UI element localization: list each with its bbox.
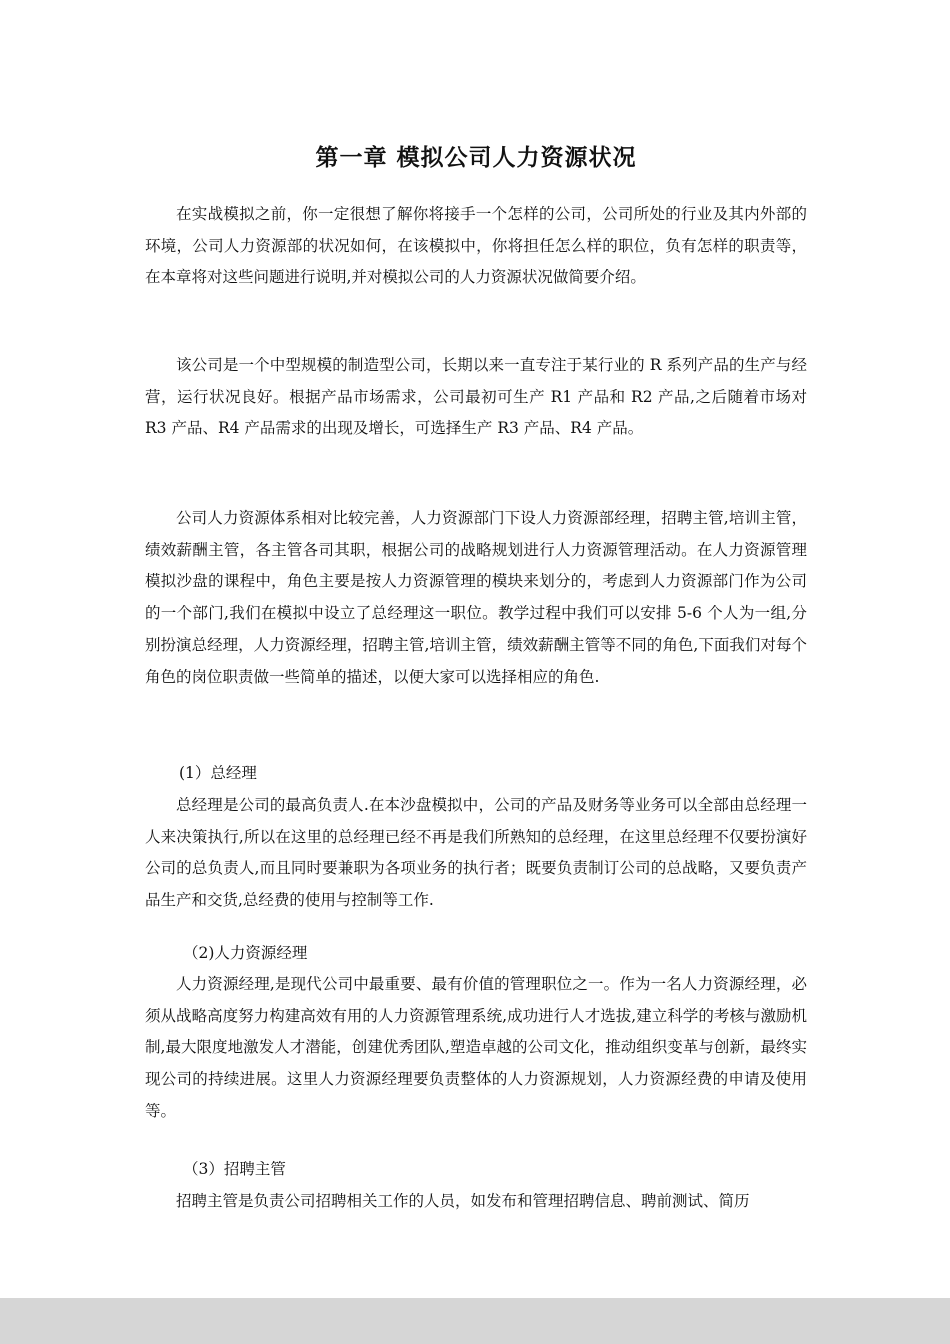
page-gap-bar <box>0 1298 950 1344</box>
hr-system-paragraph: 公司人力资源体系相对比较完善，人力资源部门下设人力资源部经理，招聘主管,培训主管，绩效薪酬主管，各主管各司其职，根据公司的战略规划进行人力资源管理活动。在人力资源管理模拟沙盘的课程中，角色主要是按人力资源管理的模块来划分的，考虑到人力资源部门作为公司的一个部门,我们在模拟中设立了总经理这一职位。教学过程中我们可以安排 5-6 个人为一组,分别扮演总经理，人力资源经理，招聘主管,培训主管，绩效薪酬主管等不同的角色,下面我们对每个角色的岗位职责做一些简单的描述，以便大家可以选择相应的角色. <box>145 509 807 686</box>
hr-manager-heading: （2)人力资源经理 <box>183 944 308 962</box>
general-manager-heading: (1）总经理 <box>179 764 257 782</box>
company-paragraph: 该公司是一个中型规模的制造型公司，长期以来一直专注于某行业的 R 系列产品的生产与经营，运行状况良好。根据产品市场需求，公司最初可生产 R1 产品和 R2 产品,之后随着市场对 R3 产品、R4 产品需求的出现及增长，可选择生产 R3 产品、R4 产品。 <box>145 356 807 438</box>
hr-manager-paragraph: 人力资源经理,是现代公司中最重要、最有价值的管理职位之一。作为一名人力资源经理，必须从战略高度努力构建高效有用的人力资源管理系统,成功进行人才选拔,建立科学的考核与激励机制,最大限度地激发人才潜能，创建优秀团队,塑造卓越的公司文化，推动组织变革与创新，最终实现公司的持续进展。这里人力资源经理要负责整体的人力资源规划，人力资源经费的申请及使用等。 <box>145 975 807 1120</box>
general-manager-paragraph: 总经理是公司的最高负责人.在本沙盘模拟中，公司的产品及财务等业务可以全部由总经理一人来决策执行,所以在这里的总经理已经不再是我们所熟知的总经理，在这里总经理不仅要扮演好公司的总负责人,而且同时要兼职为各项业务的执行者；既要负责制订公司的总战略，又要负责产品生产和交货,总经费的使用与控制等工作. <box>145 796 807 910</box>
recruitment-supervisor-heading: （3）招聘主管 <box>183 1160 286 1178</box>
recruitment-supervisor-paragraph: 招聘主管是负责公司招聘相关工作的人员，如发布和管理招聘信息、聘前测试、简历 <box>176 1192 750 1210</box>
chapter-title: 第一章 模拟公司人力资源状况 <box>315 145 637 171</box>
intro-paragraph: 在实战模拟之前，你一定很想了解你将接手一个怎样的公司，公司所处的行业及其内外部的环境，公司人力资源部的状况如何，在该模拟中，你将担任怎么样的职位，负有怎样的职责等，在本章将对这些问题进行说明,并对模拟公司的人力资源状况做简要介绍。 <box>145 205 807 287</box>
